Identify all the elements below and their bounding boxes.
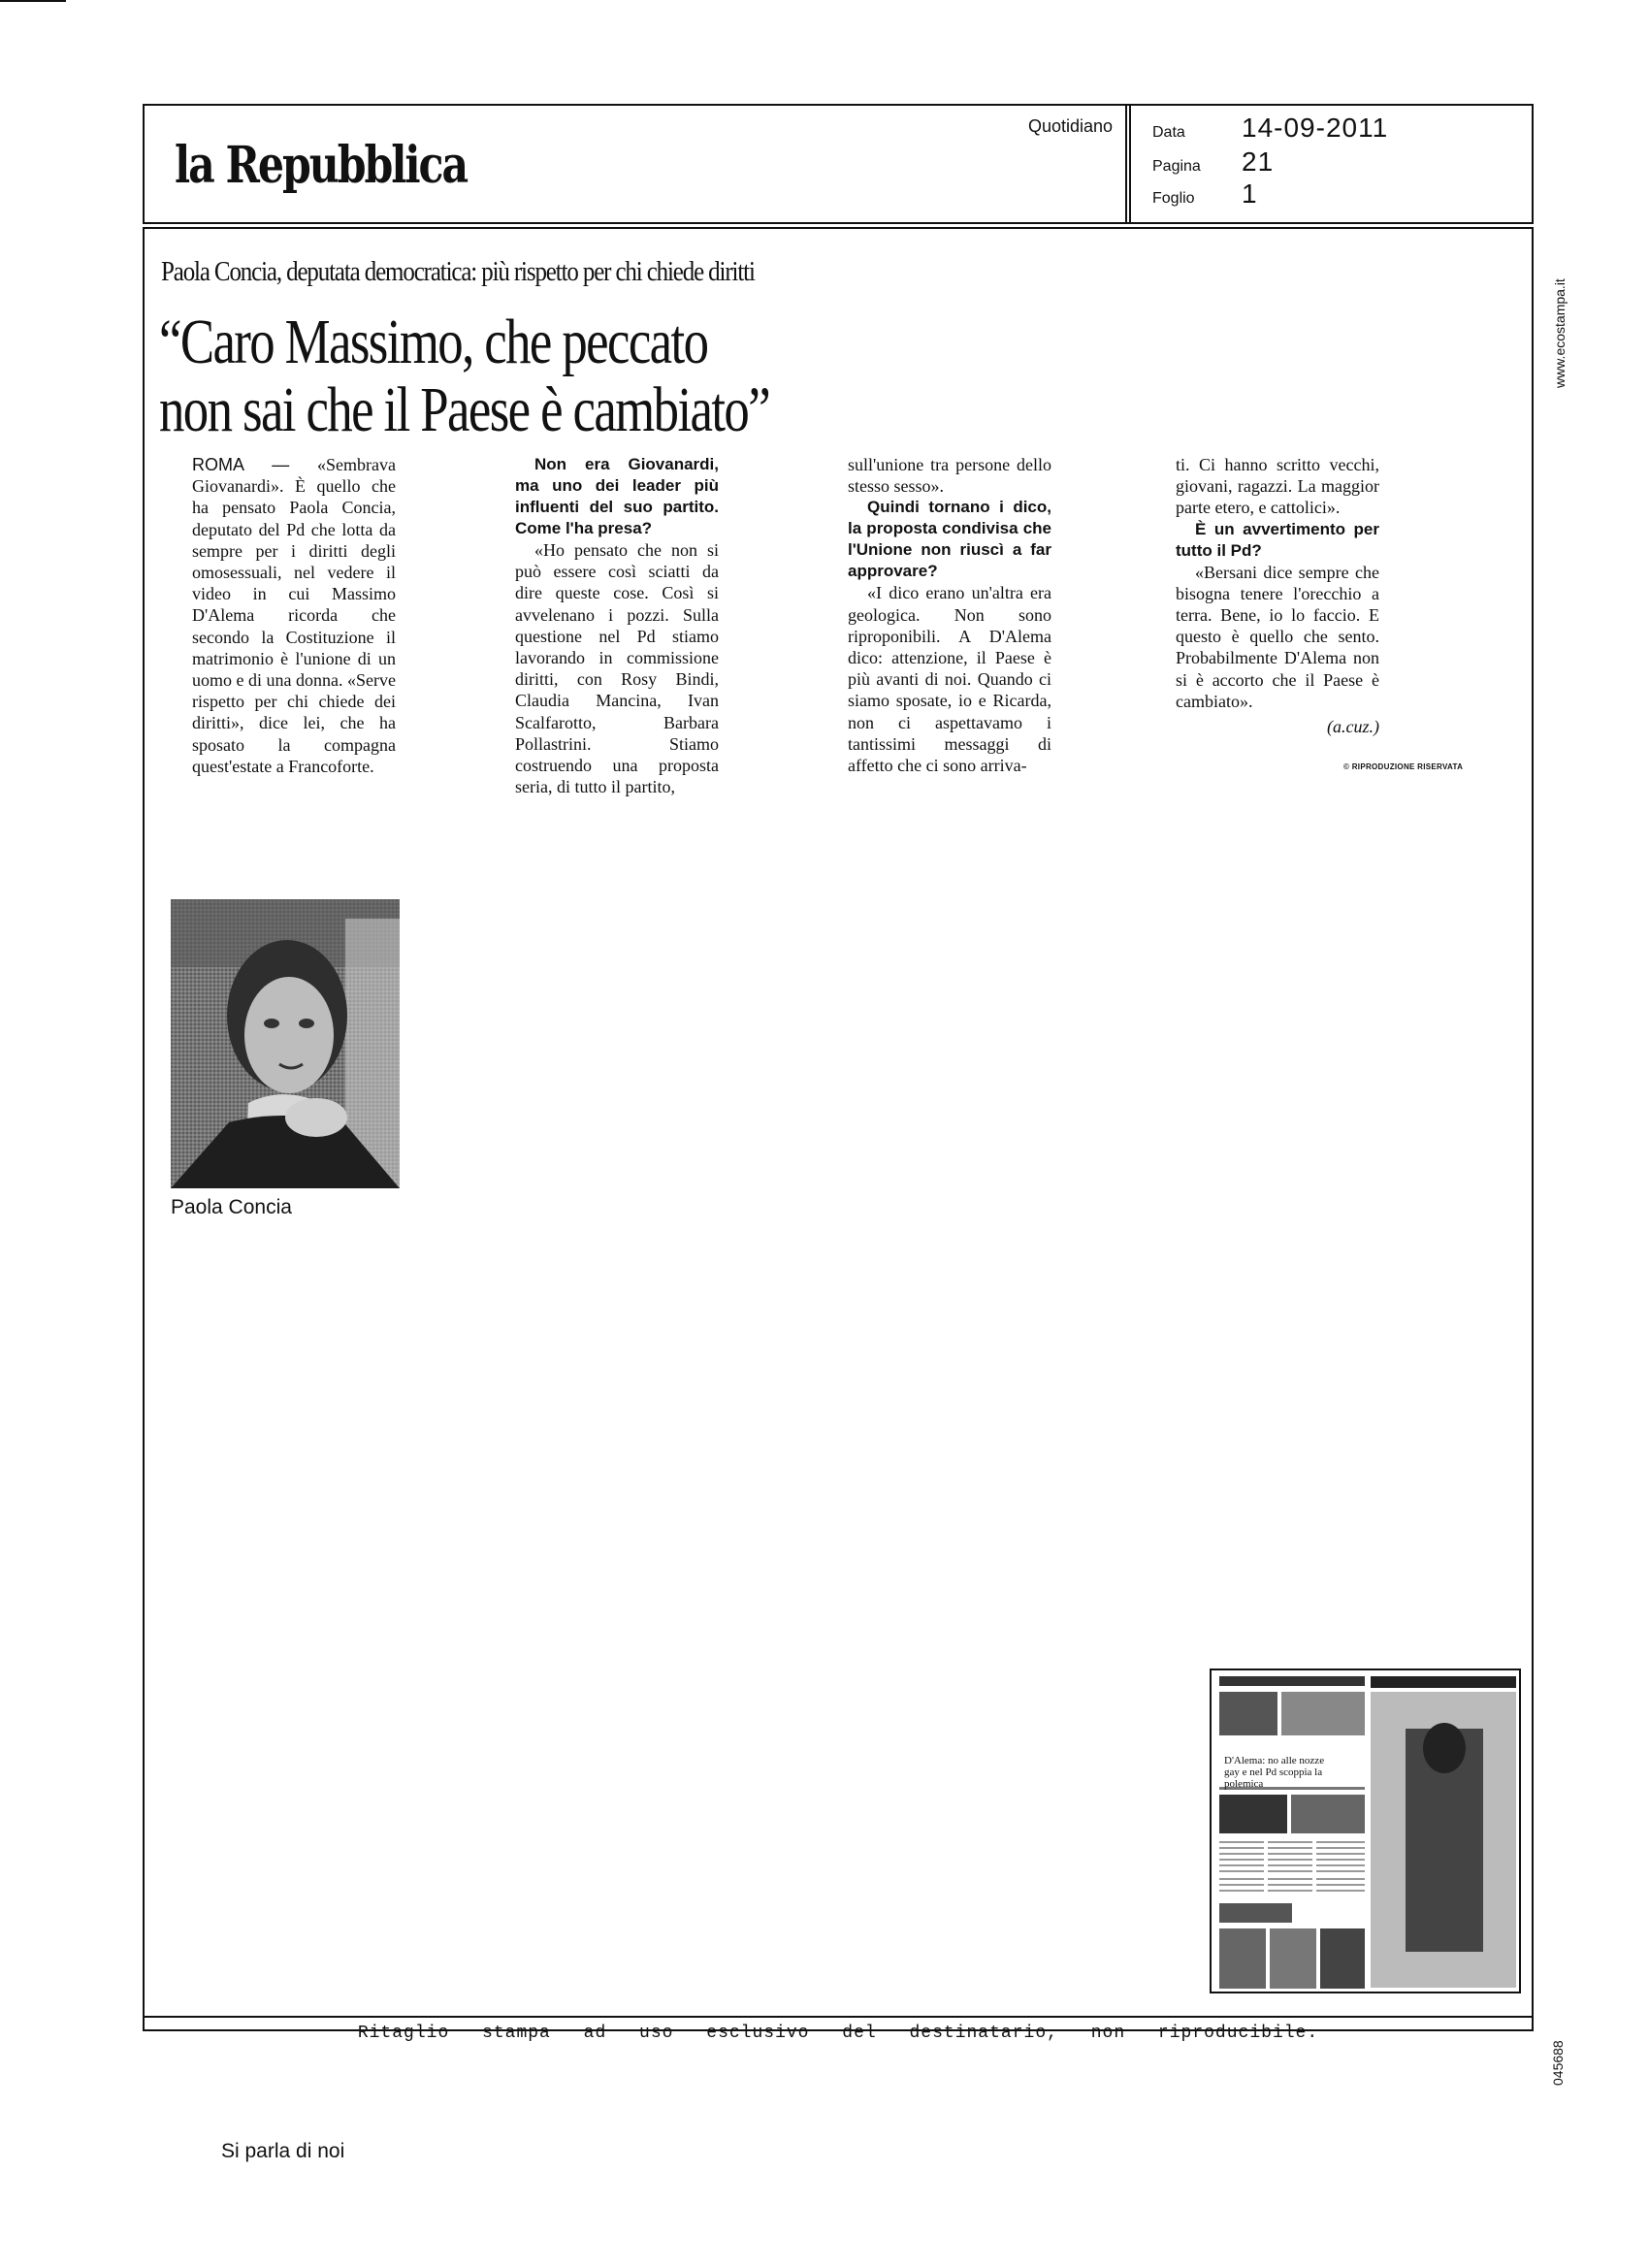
masthead-logo: la Repubblica — [175, 136, 468, 195]
column-2-text: «Ho pensato che non si può essere così sciatti da dire queste cose. Così si avvelenano i pozzi. Sulla questione nel Pd stiamo lavorando in commissione diritti, con Rosy Bindi, Claudia Mancina, Ivan Scalfarotto, Barbara Pollastrini. Stiamo costruendo una proposta seria, di tutto il partito, — [515, 540, 719, 797]
article-column-2 — [515, 454, 719, 797]
side-url: www.ecostampa.it — [1552, 278, 1568, 388]
page-thumbnail — [1210, 1669, 1521, 1993]
side-code: 045688 — [1550, 2040, 1566, 2086]
article-column-4 — [1176, 454, 1379, 737]
photo-caption: Paola Concia — [171, 1196, 292, 1218]
interview-question: Non era Giovanardi, ma uno dei leader più influenti del suo partito. Come l'ha presa? — [515, 455, 719, 537]
meta-date-row — [1152, 113, 1388, 144]
thumbnail-image — [1212, 1670, 1521, 1993]
copyright-notice: © RIPRODUZIONE RISERVATA — [1343, 762, 1464, 771]
headline-line-2: non sai che il Paese è cambiato” — [159, 374, 770, 445]
column-3-text-2: «I dico erano un'altra era geologica. Non sono riproponibili. A D'Alema dico: attenzione, il Paese è più avanti di noi. Quando ci siamo sposate, io e Ricarda, non ci aspettavamo i tantissimi messaggi di affetto che ci sono arriva- — [848, 583, 1051, 776]
corner-mark — [0, 0, 66, 2]
page-value: 21 — [1242, 146, 1275, 177]
publication-type: Quotidiano — [1028, 116, 1114, 136]
interview-question: Quindi tornano i dico, la proposta condivisa che l'Unione non riuscì a far approvare? — [848, 498, 1051, 581]
date-label: Data — [1152, 124, 1185, 141]
column-1-text: «Sembrava Giovanardi». È quello che ha pensato Paola Concia, deputato del Pd che lotta da sempre per i diritti degli omosessuali, nel vedere il video in cui Massimo D'Alema ricorda che secondo la Costituzione il matrimonio è l'unione di un uomo e di una donna. «Serve rispetto per chi chiede dei diritti», dice lei, che ha sposato la compagna quest'estate a Francoforte. — [192, 455, 396, 776]
footer-rule — [143, 2016, 1534, 2018]
article-kicker: Paola Concia, deputata democratica: più rispetto per chi chiede diritti — [161, 256, 755, 287]
article-column-1 — [192, 454, 396, 777]
author-signature: (a.cuz.) — [1327, 717, 1379, 737]
article-headline — [159, 308, 769, 444]
portrait-image — [171, 899, 400, 1188]
column-4-text-2: «Bersani dice sempre che bisogna tenere l'orecchio a terra. Bene, io lo faccio. E questo è quello che sento. Probabilmente D'Alema non si è accorto che il Paese è cambiato». — [1176, 562, 1379, 711]
sheet-value: 1 — [1242, 178, 1258, 209]
article-column-3 — [848, 454, 1051, 776]
headline-line-1: “Caro Massimo, che peccato — [159, 307, 708, 377]
interview-question: È un avvertimento per tutto il Pd? — [1176, 519, 1379, 560]
column-4-text: ti. Ci hanno scritto vecchi, giovani, ragazzi. La maggior parte etero, e cattolici». — [1176, 455, 1379, 518]
thumbnail-headline: D'Alema: no alle nozze gay e nel Pd scoppia la polemica — [1224, 1755, 1325, 1790]
page-label: Pagina — [1152, 158, 1201, 175]
clipping-disclaimer: Ritaglio stampa ad uso esclusivo del destinatario, non riproducibile. — [357, 2024, 1319, 2043]
sheet-label: Foglio — [1152, 190, 1195, 207]
meta-page-row — [1152, 146, 1274, 178]
portrait-photo — [171, 899, 400, 1188]
meta-sheet-row — [1152, 178, 1258, 210]
footer-note: Si parla di noi — [221, 2140, 345, 2162]
column-3-text: sull'unione tra persone dello stesso sesso». — [848, 455, 1051, 497]
header-divider — [1125, 104, 1131, 224]
dateline: ROMA — — [192, 455, 290, 474]
date-value: 14-09-2011 — [1242, 113, 1389, 143]
